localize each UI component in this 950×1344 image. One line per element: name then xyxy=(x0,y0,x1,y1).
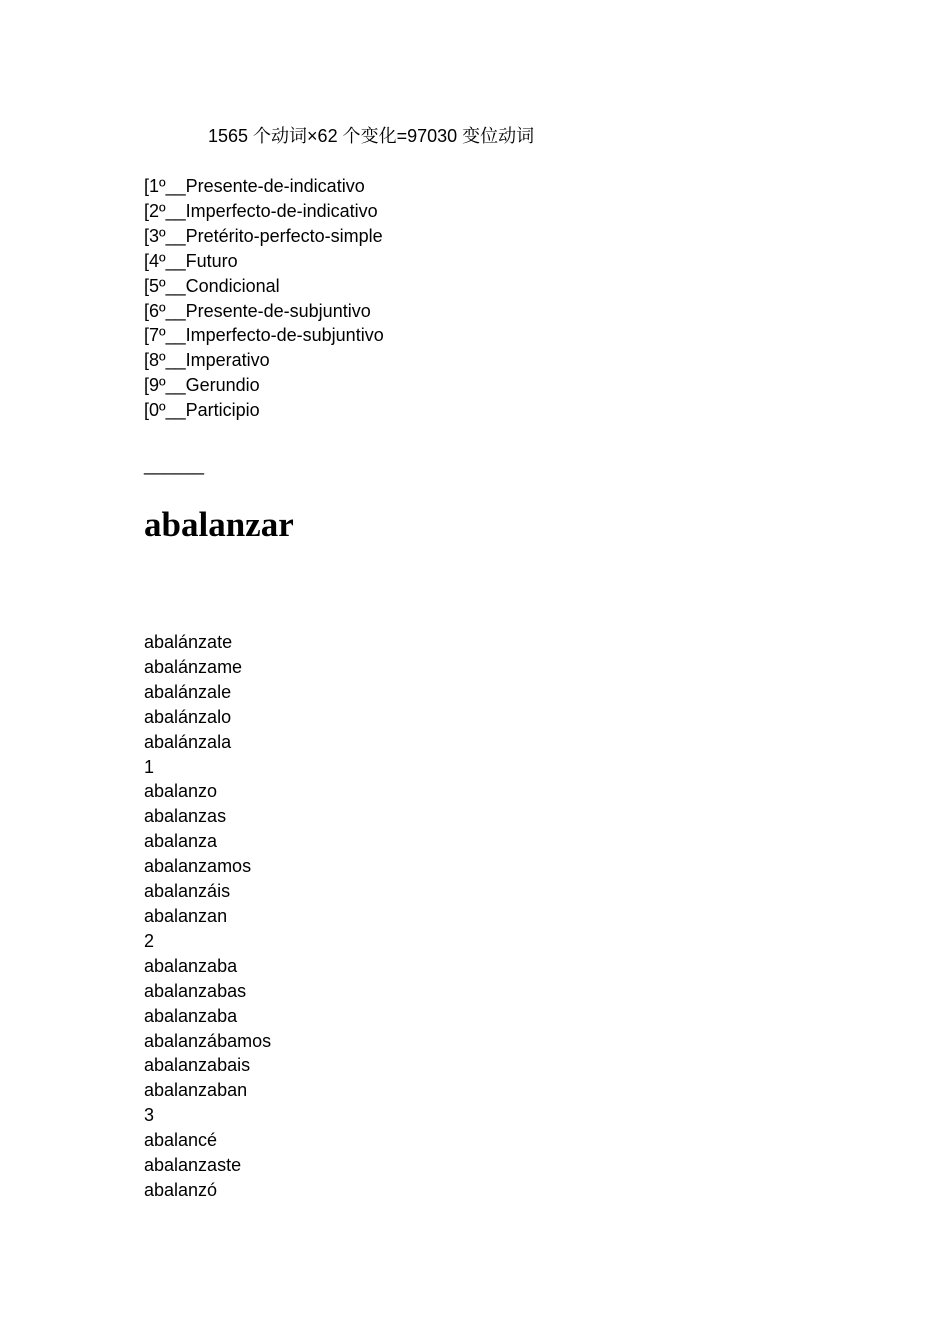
tense-item: [3º__Pretérito-perfecto-simple xyxy=(144,225,383,246)
tense-item: [9º__Gerundio xyxy=(144,375,260,396)
tense-item: [8º__Imperativo xyxy=(144,350,270,371)
section-number: 3 xyxy=(144,1105,155,1126)
tense-item: [5º__Condicional xyxy=(144,275,280,296)
form-item: abalanzaste xyxy=(144,1155,242,1176)
form-item: abalánzale xyxy=(144,681,232,702)
form-item: abalánzate xyxy=(144,632,233,652)
separator-line: ______ xyxy=(144,455,205,475)
conjugation-list xyxy=(144,630,271,1203)
form-item: abalánzame xyxy=(144,656,243,677)
tense-item: [7º__Imperfecto-de-subjuntivo xyxy=(144,325,384,346)
form-item: abalanzo xyxy=(144,781,218,802)
form-item: abalanzábamos xyxy=(144,1030,272,1051)
form-item: abalanzáis xyxy=(144,881,231,902)
tense-legend xyxy=(144,174,384,423)
form-item: abalanza xyxy=(144,831,218,852)
tense-item: [0º__Participio xyxy=(144,400,260,421)
section-number: 1 xyxy=(144,756,155,777)
form-item: abalanzaban xyxy=(144,1080,248,1101)
form-item: abalanzó xyxy=(144,1179,218,1200)
form-item: abalanzan xyxy=(144,905,228,926)
form-item: abalanzas xyxy=(144,806,227,827)
tense-item: [1º__Presente-de-indicativo xyxy=(144,176,365,196)
tense-item: [6º__Presente-de-subjuntivo xyxy=(144,300,371,321)
tense-item: [4º__Futuro xyxy=(144,250,238,271)
form-item: abalánzala xyxy=(144,731,232,752)
form-item: abalánzalo xyxy=(144,706,232,727)
header-summary: 1565 个动词×62 个变化=97030 变位动词 xyxy=(208,126,535,146)
form-item: abalanzaba xyxy=(144,955,238,976)
form-item: abalancé xyxy=(144,1130,218,1151)
verb-title: abalanzar xyxy=(144,505,294,544)
tense-item: [2º__Imperfecto-de-indicativo xyxy=(144,200,378,221)
section-number: 2 xyxy=(144,930,155,951)
form-item: abalanzamos xyxy=(144,856,252,877)
form-item: abalanzabais xyxy=(144,1055,251,1076)
form-item: abalanzaba xyxy=(144,1005,238,1026)
form-item: abalanzabas xyxy=(144,980,247,1001)
